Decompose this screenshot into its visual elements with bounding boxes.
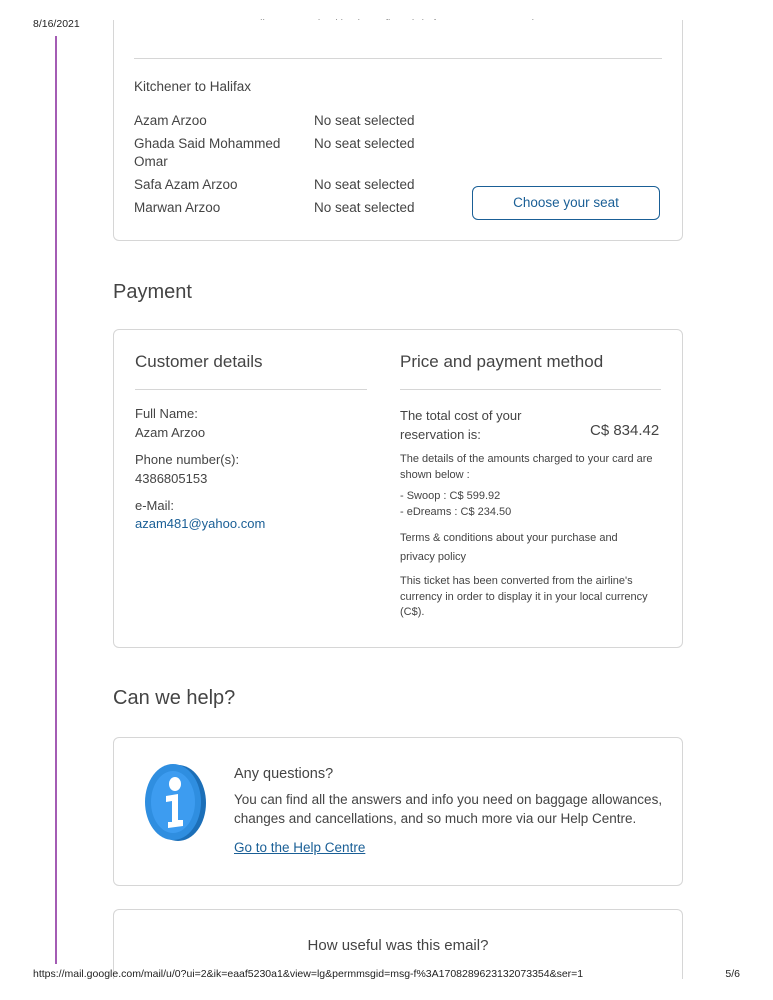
print-date: 8/16/2021 [33, 18, 80, 30]
phone-label: Phone number(s): [135, 452, 240, 467]
customer-details-title: Customer details [135, 352, 263, 371]
seat-selection-card [113, 20, 683, 241]
charge-details-text: The details of the amounts charged to your card are shown below : [400, 453, 653, 481]
passenger-name: Marwan Arzoo [134, 200, 221, 215]
full-name-label: Full Name: [135, 406, 198, 421]
passenger-name: Safa Azam Arzoo [134, 177, 238, 192]
passenger-name: Ghada Said Mohammed Omar [134, 136, 281, 169]
divider [400, 389, 661, 390]
full-name-value: Azam Arzoo [135, 425, 206, 440]
flight-route: Kitchener to Halifax [134, 79, 252, 94]
total-amount: C$ 834.42 [590, 422, 660, 439]
total-cost-label: The total cost of your reservation is: [400, 408, 522, 442]
payment-card [113, 329, 683, 648]
price-payment-title: Price and payment method [400, 352, 604, 371]
page-number: 5/6 [725, 968, 740, 980]
help-card [113, 737, 683, 886]
choose-seat-button[interactable]: Choose your seat [472, 186, 660, 220]
passenger-seat-status: No seat selected [314, 177, 415, 192]
divider [134, 58, 662, 59]
help-description: You can find all the answers and info you need on baggage allowances, changes and cancellations, and so much more via our Help Centre. [234, 792, 663, 826]
charge-edreams: - eDreams : C$ 234.50 [400, 506, 512, 518]
passenger-seat-status: No seat selected [314, 200, 415, 215]
passenger-name: Azam Arzoo [134, 113, 207, 128]
help-centre-link[interactable]: Go to the Help Centre [234, 840, 366, 855]
charge-swoop: - Swoop : C$ 599.92 [400, 490, 501, 502]
help-section-title: Can we help? [113, 687, 236, 709]
help-question: Any questions? [234, 766, 334, 782]
payment-section-title: Payment [113, 281, 192, 303]
feedback-question: How useful was this email? [307, 937, 489, 954]
email-label: e-Mail: [135, 498, 175, 513]
print-footer [0, 968, 773, 982]
info-icon [142, 762, 208, 844]
passenger-seat-status: No seat selected [314, 113, 415, 128]
terms-link[interactable]: Terms & conditions about your purchase and privacy policy [400, 532, 618, 563]
passenger-seat-status: No seat selected [314, 136, 415, 151]
quoted-message-bar [55, 36, 57, 964]
phone-value: 4386805153 [135, 471, 208, 486]
currency-note: This ticket has been converted from the airline's currency in order to display it in your local currency (C$). [400, 575, 648, 618]
print-url: https://mail.google.com/mail/u/0?ui=2&ik=eaaf5230a1&view=lg&permmsgid=msg-f%3A1708289623132073354&ser=1 [33, 968, 584, 980]
email-link[interactable]: azam481@yahoo.com [135, 516, 266, 531]
divider [135, 389, 367, 390]
